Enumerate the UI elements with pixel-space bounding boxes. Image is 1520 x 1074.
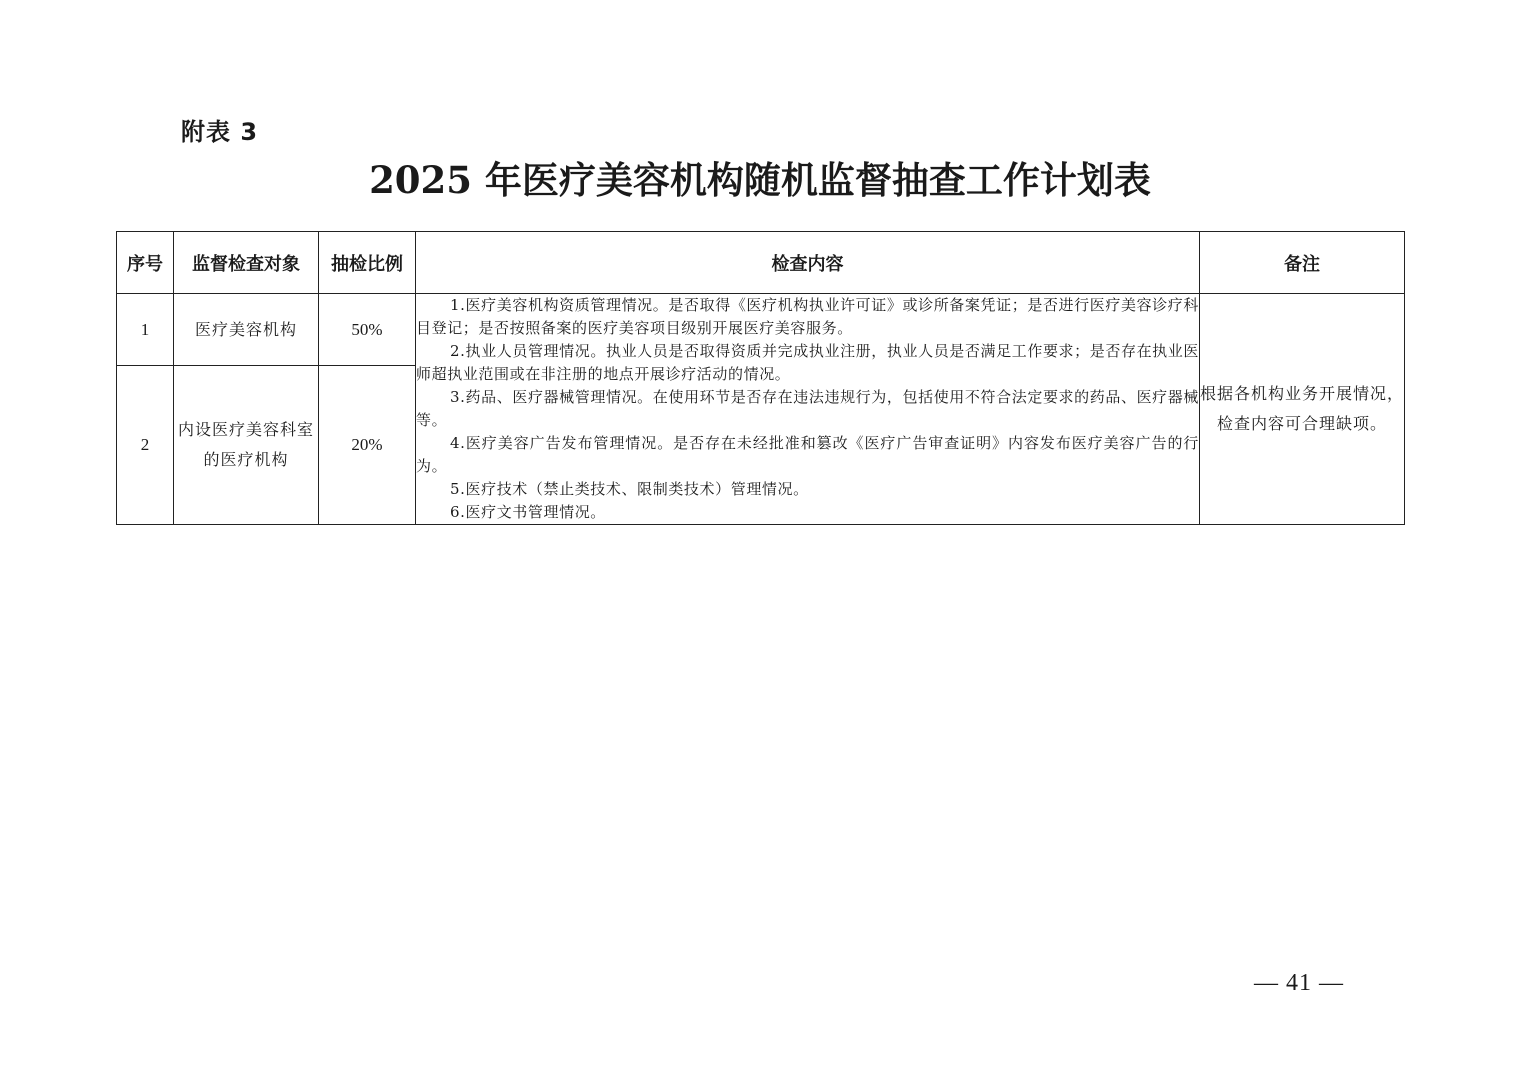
row-target: 医疗美容机构 (174, 294, 319, 366)
content-item: 1.医疗美容机构资质管理情况。是否取得《医疗机构执业许可证》或诊所备案凭证；是否进行医疗美容诊疗科目登记；是否按照备案的医疗美容项目级别开展医疗美容服务。 (416, 296, 1199, 337)
inspection-plan-table (116, 231, 1405, 525)
header-content: 检查内容 (416, 232, 1200, 294)
document-title: 2025 年医疗美容机构随机监督抽查工作计划表 (369, 158, 1151, 202)
content-item: 6.医疗文书管理情况。 (450, 503, 606, 521)
table-row (117, 294, 1405, 366)
inspection-content-cell (416, 294, 1200, 525)
header-rate: 抽检比例 (319, 232, 416, 294)
row-seq: 2 (117, 366, 174, 525)
header-target: 监督检查对象 (174, 232, 319, 294)
content-item: 2.执业人员管理情况。执业人员是否取得资质并完成执业注册，执业人员是否满足工作要求；是否存在执业医师超执业范围或在非注册的地点开展诊疗活动的情况。 (416, 342, 1199, 383)
header-seq: 序号 (117, 232, 174, 294)
table-header-row (117, 232, 1405, 294)
content-item: 5.医疗技术（禁止类技术、限制类技术）管理情况。 (450, 480, 809, 498)
row-rate: 50% (319, 294, 416, 366)
content-item: 3.药品、医疗器械管理情况。在使用环节是否存在违法违规行为，包括使用不符合法定要求的药品、医疗器械等。 (416, 388, 1199, 429)
attachment-label: 附表 3 (181, 118, 259, 146)
page-number: — 41 — (1254, 970, 1344, 996)
row-target: 内设医疗美容科室的医疗机构 (174, 366, 319, 525)
row-seq: 1 (117, 294, 174, 366)
header-note: 备注 (1200, 232, 1405, 294)
content-item: 4.医疗美容广告发布管理情况。是否存在未经批准和篡改《医疗广告审查证明》内容发布医疗美容广告的行为。 (416, 434, 1199, 475)
row-rate: 20% (319, 366, 416, 525)
note-cell: 根据各机构业务开展情况，检查内容可合理缺项。 (1200, 294, 1405, 525)
